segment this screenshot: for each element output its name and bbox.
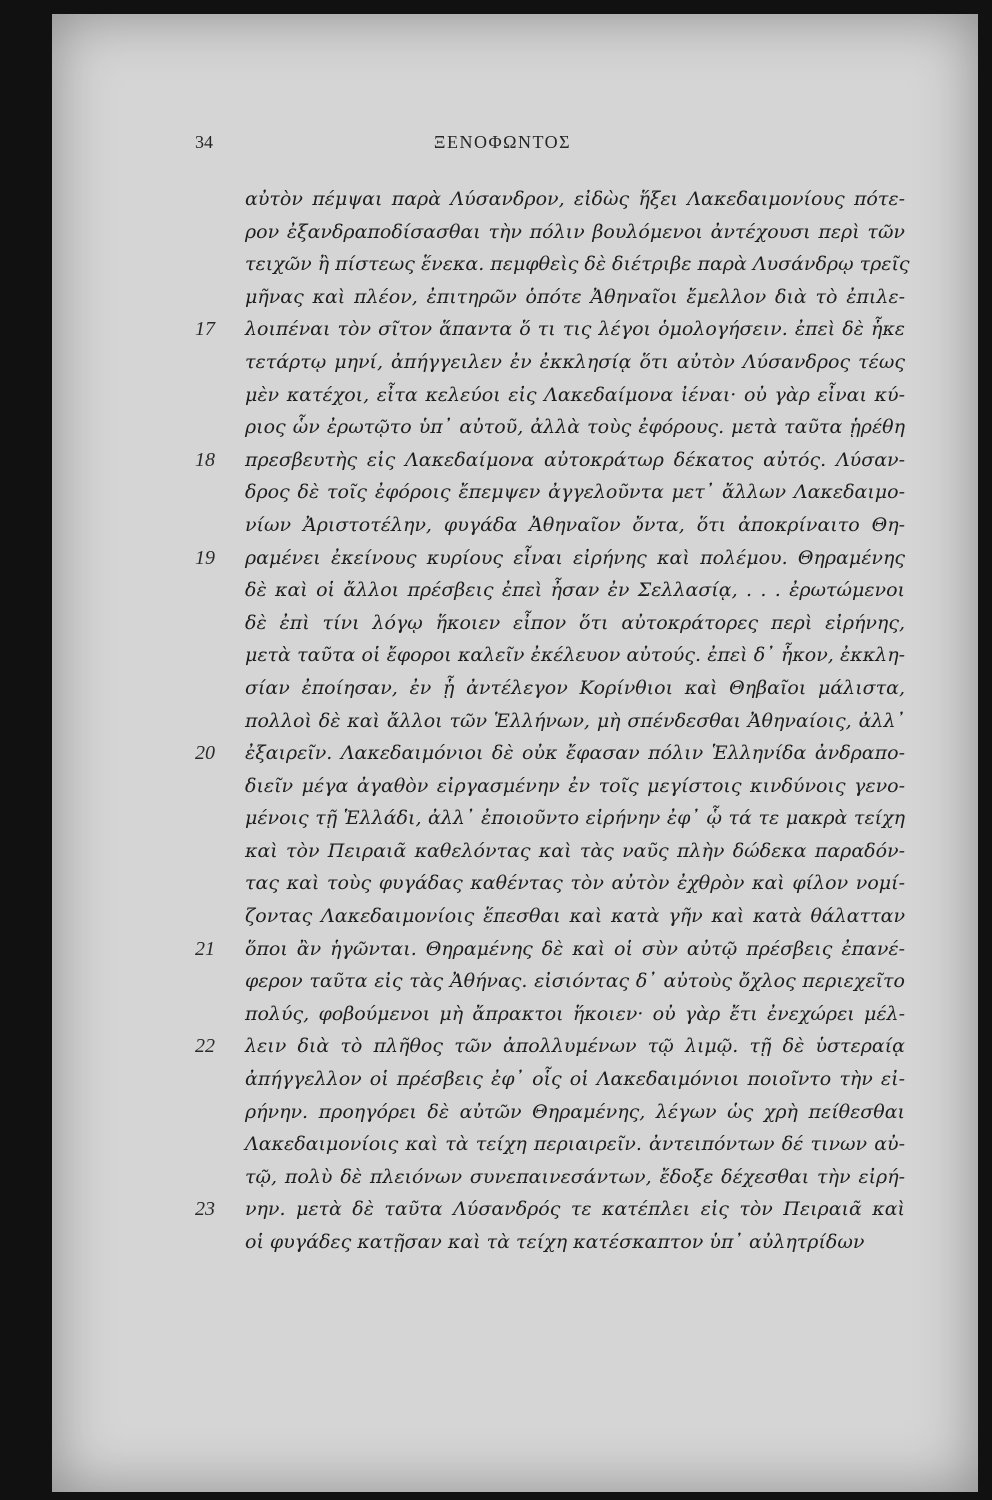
line-text: τῷ, πολὺ δὲ πλειόνων συνεπαινεσάντων, ἔδοξε δέχεσθαι τὴν εἰρή- (245, 1165, 905, 1188)
section-number: 18 (195, 448, 215, 471)
text-line (195, 803, 910, 836)
body-text (195, 184, 910, 1260)
text-line (195, 999, 910, 1032)
text-line (195, 249, 910, 282)
line-text: τας καὶ τοὺς φυγάδας καθέντας τὸν αὐτὸν ἐχθρὸν καὶ φίλον νομί- (245, 872, 905, 895)
text-line (195, 1194, 910, 1227)
line-text: πρεσβευτὴς εἰς Λακεδαίμονα αὐτοκράτωρ δέκατος αὐτός. Λύσαν- (245, 448, 905, 471)
line-text: νίων Ἀριστοτέλην, φυγάδα Ἀθηναῖον ὄντα, ὅτι ἀποκρίναιτο Θη- (245, 513, 905, 536)
text-line (195, 966, 910, 999)
line-text: ἐξαιρεῖν. Λακεδαιμόνιοι δὲ οὐκ ἔφασαν πόλιν Ἑλληνίδα ἀνδραπο- (245, 742, 905, 765)
line-text: λοιπέναι τὸν σῖτον ἅπαντα ὅ τι τις λέγοι ὁμολογήσειν. ἐπεὶ δὲ ἧκε (245, 318, 905, 341)
text-line (195, 510, 910, 543)
text-line (195, 477, 910, 510)
line-text: τετάρτῳ μηνί, ἀπήγγειλεν ἐν ἐκκλησίᾳ ὅτι αὐτὸν Λύσανδρος τέως (245, 350, 905, 373)
line-text: μένοις τῇ Ἑλλάδι, ἀλλ᾽ ἐποιοῦντο εἰρήνην ἐφ᾽ ᾧ τά τε μακρὰ τείχη (245, 807, 905, 830)
text-line (195, 868, 910, 901)
line-text: φερον ταῦτα εἰς τὰς Ἀθήνας. εἰσιόντας δ᾽ αὐτοὺς ὄχλος περιεχεῖτο (245, 970, 905, 993)
line-text: δρος δὲ τοῖς ἐφόροις ἔπεμψεν ἀγγελοῦντα μετ᾽ ἄλλων Λακεδαιμο- (245, 481, 905, 504)
line-text: ραμένει ἐκείνους κυρίους εἶναι εἰρήνης καὶ πολέμου. Θηραμένης (245, 546, 905, 569)
section-number: 21 (195, 937, 215, 960)
text-line (195, 184, 910, 217)
text-line (195, 380, 910, 413)
text-line (195, 282, 910, 315)
text-line (195, 673, 910, 706)
section-number: 17 (195, 318, 215, 341)
text-line (195, 640, 910, 673)
line-text: δὲ καὶ οἱ ἄλλοι πρέσβεις ἐπεὶ ἦσαν ἐν Σελλασίᾳ, . . . ἐρωτώμενοι (245, 579, 905, 602)
line-text: Λακεδαιμονίοις καὶ τὰ τείχη περιαιρεῖν. ἀντειπόντων δέ τινων αὐ- (245, 1133, 905, 1156)
line-text: μὲν κατέχοι, εἶτα κελεύοι εἰς Λακεδαίμονα ἰέναι· οὐ γὰρ εἶναι κύ- (245, 383, 905, 406)
line-text: τειχῶν ἢ πίστεως ἕνεκα. πεμφθεὶς δὲ διέτριβε παρὰ Λυσάνδρῳ τρεῖς (245, 253, 910, 276)
line-text: ἀπήγγελλον οἱ πρέσβεις ἐφ᾽ οἷς οἱ Λακεδαιμόνιοι ποιοῖντο τὴν εἰ- (245, 1068, 905, 1091)
text-line (195, 934, 910, 967)
section-number: 20 (195, 742, 215, 765)
section-number: 19 (195, 546, 215, 569)
text-line (195, 1227, 910, 1260)
text-line (195, 1129, 910, 1162)
text-line (195, 836, 910, 869)
text-line (195, 445, 910, 478)
text-line (195, 543, 910, 576)
line-text: σίαν ἐποίησαν, ἐν ᾗ ἀντέλεγον Κορίνθιοι καὶ Θηβαῖοι μάλιστα, (245, 676, 905, 699)
line-text: διεῖν μέγα ἀγαθὸν εἰργασμένην ἐν τοῖς μεγίστοις κινδύνοις γενο- (245, 774, 905, 797)
page-header (195, 132, 810, 158)
line-text: μῆνας καὶ πλέον, ἐπιτηρῶν ὁπότε Ἀθηναῖοι ἔμελλον διὰ τὸ ἐπιλε- (245, 285, 905, 308)
text-line (195, 217, 910, 250)
line-text: λειν διὰ τὸ πλῆθος τῶν ἀπολλυμένων τῷ λιμῷ. τῇ δὲ ὑστεραίᾳ (245, 1035, 905, 1058)
text-line (195, 608, 910, 641)
text-line (195, 575, 910, 608)
text-line (195, 706, 910, 739)
page-number: 34 (195, 132, 213, 152)
text-line (195, 347, 910, 380)
text-line (195, 412, 910, 445)
text-line (195, 771, 910, 804)
line-text: ρον ἐξανδραποδίσασθαι τὴν πόλιν βουλόμενοι ἀντέχουσι περὶ τῶν (245, 220, 905, 243)
text-line (195, 1031, 910, 1064)
text-line (195, 1064, 910, 1097)
line-text: ρήνην. προηγόρει δὲ αὐτῶν Θηραμένης, λέγων ὡς χρὴ πείθεσθαι (245, 1100, 905, 1123)
line-text: δὲ ἐπὶ τίνι λόγῳ ἥκοιεν εἶπον ὅτι αὐτοκράτορες περὶ εἰρήνης, (245, 611, 905, 634)
text-line (195, 314, 910, 347)
line-text: πολύς, φοβούμενοι μὴ ἄπρακτοι ἥκοιεν· οὐ γὰρ ἔτι ἐνεχώρει μέλ- (245, 1002, 905, 1025)
line-text: καὶ τὸν Πειραιᾶ καθελόντας καὶ τὰς ναῦς πλὴν δώδεκα παραδόν- (245, 839, 905, 862)
text-line (195, 738, 910, 771)
section-number: 22 (195, 1035, 215, 1058)
line-text: πολλοὶ δὲ καὶ ἄλλοι τῶν Ἑλλήνων, μὴ σπένδεσθαι Ἀθηναίοις, ἀλλ᾽ (245, 709, 905, 732)
text-line (195, 1097, 910, 1130)
text-line (195, 901, 910, 934)
line-text: ριος ὧν ἐρωτῷτο ὑπ᾽ αὐτοῦ, ἀλλὰ τοὺς ἐφόρους. μετὰ ταῦτα ᾑρέθη (245, 416, 905, 439)
line-text: νην. μετὰ δὲ ταῦτα Λύσανδρός τε κατέπλει εἰς τὸν Πειραιᾶ καὶ (245, 1198, 905, 1221)
line-text: ὅποι ἂν ἡγῶνται. Θηραμένης δὲ καὶ οἱ σὺν αὐτῷ πρέσβεις ἐπανέ- (245, 937, 905, 960)
line-text: οἱ φυγάδες κατῇσαν καὶ τὰ τείχη κατέσκαπτον ὑπ᾽ αὐλητρίδων (245, 1231, 865, 1253)
running-title: ΞΕΝΟΦΩΝΤΟΣ (433, 132, 572, 152)
line-text: μετὰ ταῦτα οἱ ἔφοροι καλεῖν ἐκέλευον αὐτούς. ἐπεὶ δ᾽ ἧκον, ἐκκλη- (245, 644, 905, 667)
text-line (195, 1162, 910, 1195)
section-number: 23 (195, 1198, 215, 1221)
line-text: αὐτὸν πέμψαι παρὰ Λύσανδρον, εἰδὼς ἥξει Λακεδαιμονίους πότε- (245, 188, 905, 210)
line-text: ζοντας Λακεδαιμονίοις ἕπεσθαι καὶ κατὰ γῆν καὶ κατὰ θάλατταν (245, 905, 905, 928)
